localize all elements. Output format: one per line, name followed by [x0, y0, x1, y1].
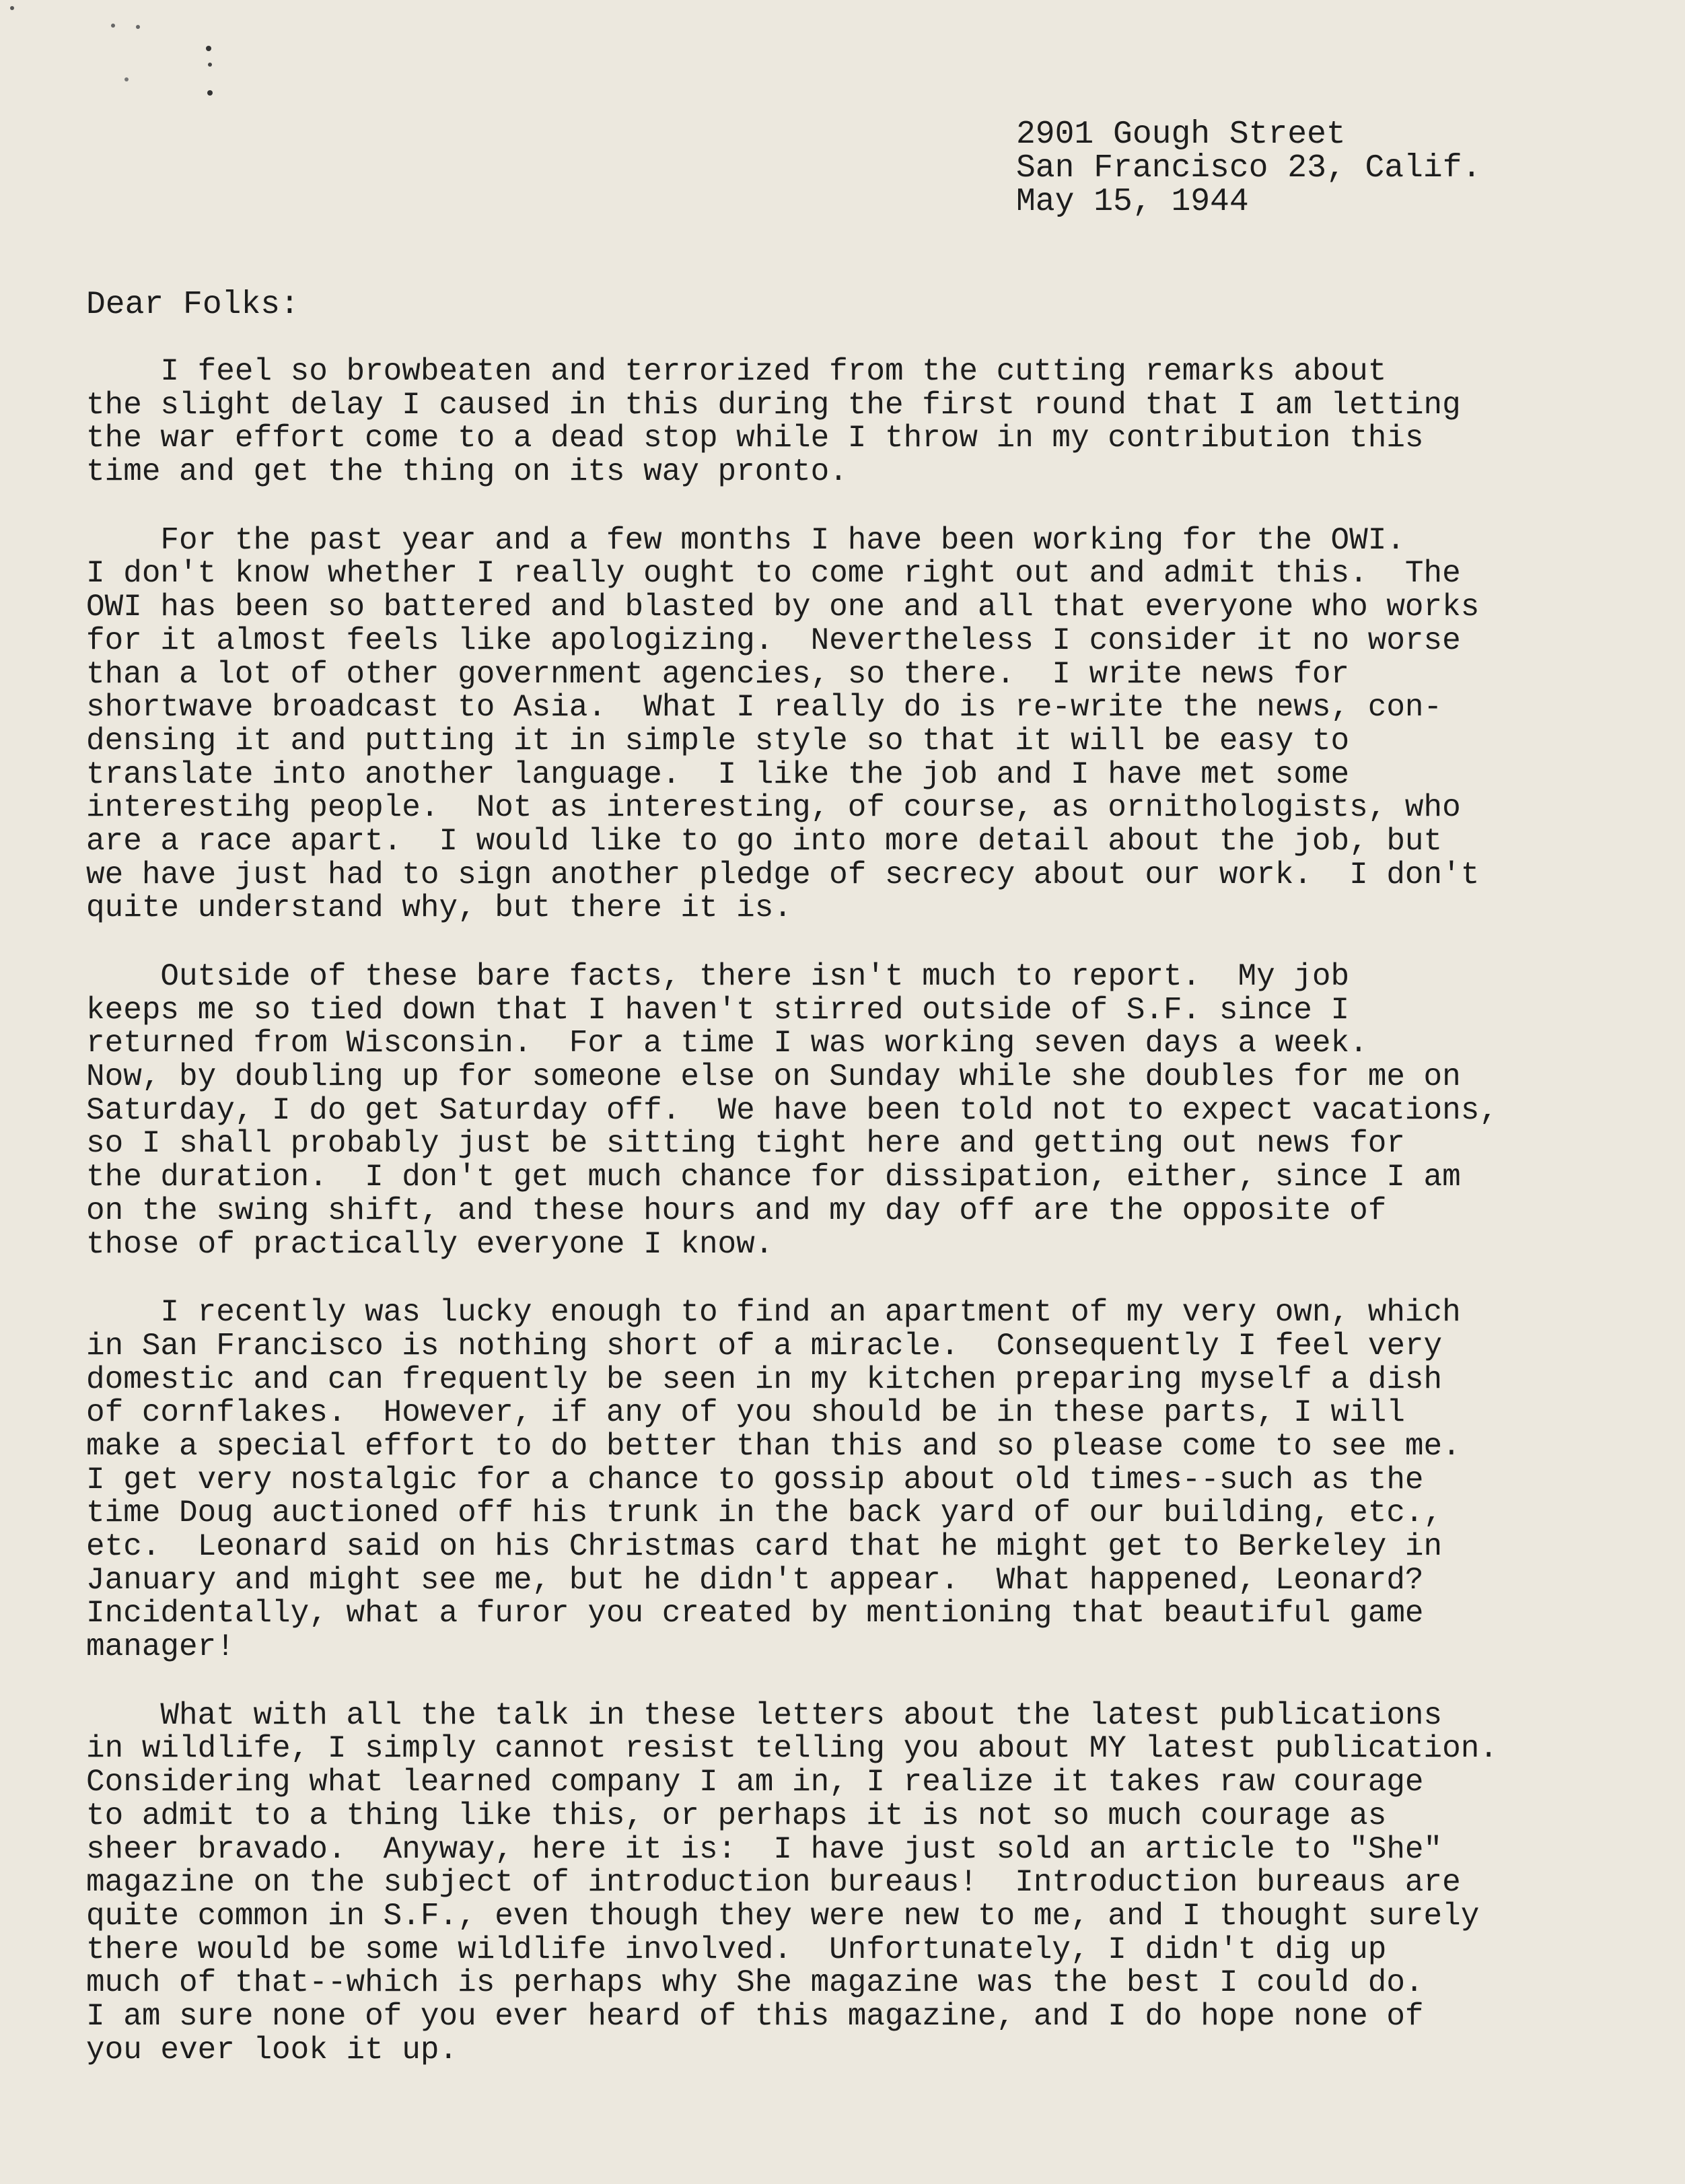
text-line: OWI has been so battered and blasted by one and all that everyone who works — [86, 590, 1480, 625]
paragraph — [86, 960, 1654, 1261]
text-line: I am sure none of you ever heard of this magazine, and I do hope none of — [86, 1998, 1424, 2034]
text-line: of cornflakes. However, if any of you should be in these parts, I will — [86, 1395, 1405, 1431]
text-line: Incidentally, what a furor you created by mentioning that beautiful game — [86, 1596, 1424, 1631]
text-line: the slight delay I caused in this during the first round that I am letting — [86, 387, 1461, 423]
letter-date: May 15, 1944 — [1016, 184, 1249, 220]
address-street: 2901 Gough Street — [1016, 116, 1346, 153]
text-line: in wildlife, I simply cannot resist telling you about MY latest publication. — [86, 1731, 1498, 1767]
text-line: the duration. I don't get much chance for dissipation, either, since I am — [86, 1160, 1461, 1195]
text-line: domestic and can frequently be seen in my kitchen preparing myself a dish — [86, 1362, 1443, 1397]
text-line: I don't know whether I really ought to come right out and admit this. The — [86, 556, 1461, 592]
text-line: time and get the thing on its way pronto. — [86, 454, 848, 490]
text-line: returned from Wisconsin. For a time I was working seven days a week. — [86, 1026, 1368, 1061]
sender-address — [1016, 118, 1481, 219]
text-line: to admit to a thing like this, or perhaps it is not so much courage as — [86, 1798, 1387, 1833]
text-line: Outside of these bare facts, there isn't much to report. My job — [86, 959, 1350, 994]
text-line: on the swing shift, and these hours and my day off are the opposite of — [86, 1193, 1387, 1228]
text-line: quite understand why, but there it is. — [86, 890, 792, 926]
text-line: I feel so browbeaten and terrorized from the cutting remarks about — [86, 354, 1387, 389]
text-line: January and might see me, but he didn't appear. What happened, Leonard? — [86, 1562, 1424, 1598]
text-line: etc. Leonard said on his Christmas card that he might get to Berkeley in — [86, 1529, 1443, 1564]
salutation: Dear Folks: — [86, 287, 299, 323]
text-line: for it almost feels like apologizing. Nevertheless I consider it no worse — [86, 623, 1461, 658]
address-city: San Francisco 23, Calif. — [1016, 150, 1482, 186]
text-line: the war effort come to a dead stop while I throw in my contribution this — [86, 421, 1424, 456]
text-line: densing it and putting it in simple style so that it will be easy to — [86, 723, 1350, 759]
text-line: in San Francisco is nothing short of a miracle. Consequently I feel very — [86, 1328, 1443, 1364]
text-line: those of practically everyone I know. — [86, 1226, 774, 1262]
text-line: magazine on the subject of introduction bureaus! Introduction bureaus are — [86, 1865, 1461, 1901]
text-line: make a special effort to do better than this and so please come to see me. — [86, 1428, 1461, 1464]
text-line: I recently was lucky enough to find an apartment of my very own, which — [86, 1295, 1461, 1331]
text-line: you ever look it up. — [86, 2032, 458, 2068]
text-line: we have just had to sign another pledge of secrecy about our work. I don't — [86, 857, 1480, 892]
text-line: time Doug auctioned off his trunk in the back yard of our building, etc., — [86, 1495, 1443, 1531]
text-line: Now, by doubling up for someone else on Sunday while she doubles for me on — [86, 1059, 1461, 1095]
text-line: interestihg people. Not as interesting, of course, as ornithologists, who — [86, 790, 1461, 826]
text-line: keeps me so tied down that I haven't stirred outside of S.F. since I — [86, 992, 1350, 1028]
text-line: much of that--which is perhaps why She magazine was the best I could do. — [86, 1965, 1424, 2001]
text-line: there would be some wildlife involved. Unfortunately, I didn't dig up — [86, 1932, 1387, 1967]
text-line: Considering what learned company I am in, I realize it takes raw courage — [86, 1765, 1424, 1800]
text-line: For the past year and a few months I have been working for the OWI. — [86, 522, 1405, 558]
text-line: sheer bravado. Anyway, here it is: I have just sold an article to "She" — [86, 1831, 1443, 1867]
paragraph — [86, 355, 1654, 489]
speck-dot — [136, 25, 140, 29]
speck-dot — [206, 46, 211, 51]
text-line: quite common in S.F., even though they were new to me, and I thought surely — [86, 1898, 1480, 1934]
speck-dot — [208, 63, 212, 67]
speck-dot — [10, 6, 14, 10]
text-line: are a race apart. I would like to go into more detail about the job, but — [86, 823, 1443, 859]
text-line: so I shall probably just be sitting tight here and getting out news for — [86, 1126, 1405, 1162]
paragraph — [86, 1296, 1654, 1664]
text-line: I get very nostalgic for a chance to gossip about old times--such as the — [86, 1462, 1424, 1498]
letter-body — [86, 355, 1654, 2102]
text-line: Saturday, I do get Saturday off. We have been told not to expect vacations, — [86, 1092, 1498, 1128]
speck-dot — [207, 90, 213, 96]
paragraph — [86, 524, 1654, 925]
text-line: manager! — [86, 1629, 235, 1665]
text-line: shortwave broadcast to Asia. What I really do is re-write the news, con- — [86, 690, 1443, 726]
speck-dot — [124, 77, 129, 81]
text-line: What with all the talk in these letters about the latest publications — [86, 1697, 1443, 1733]
text-line: translate into another language. I like the job and I have met some — [86, 756, 1350, 792]
speck-dot — [111, 24, 115, 28]
text-line: than a lot of other government agencies, so there. I write news for — [86, 656, 1350, 692]
paragraph — [86, 1699, 1654, 2068]
